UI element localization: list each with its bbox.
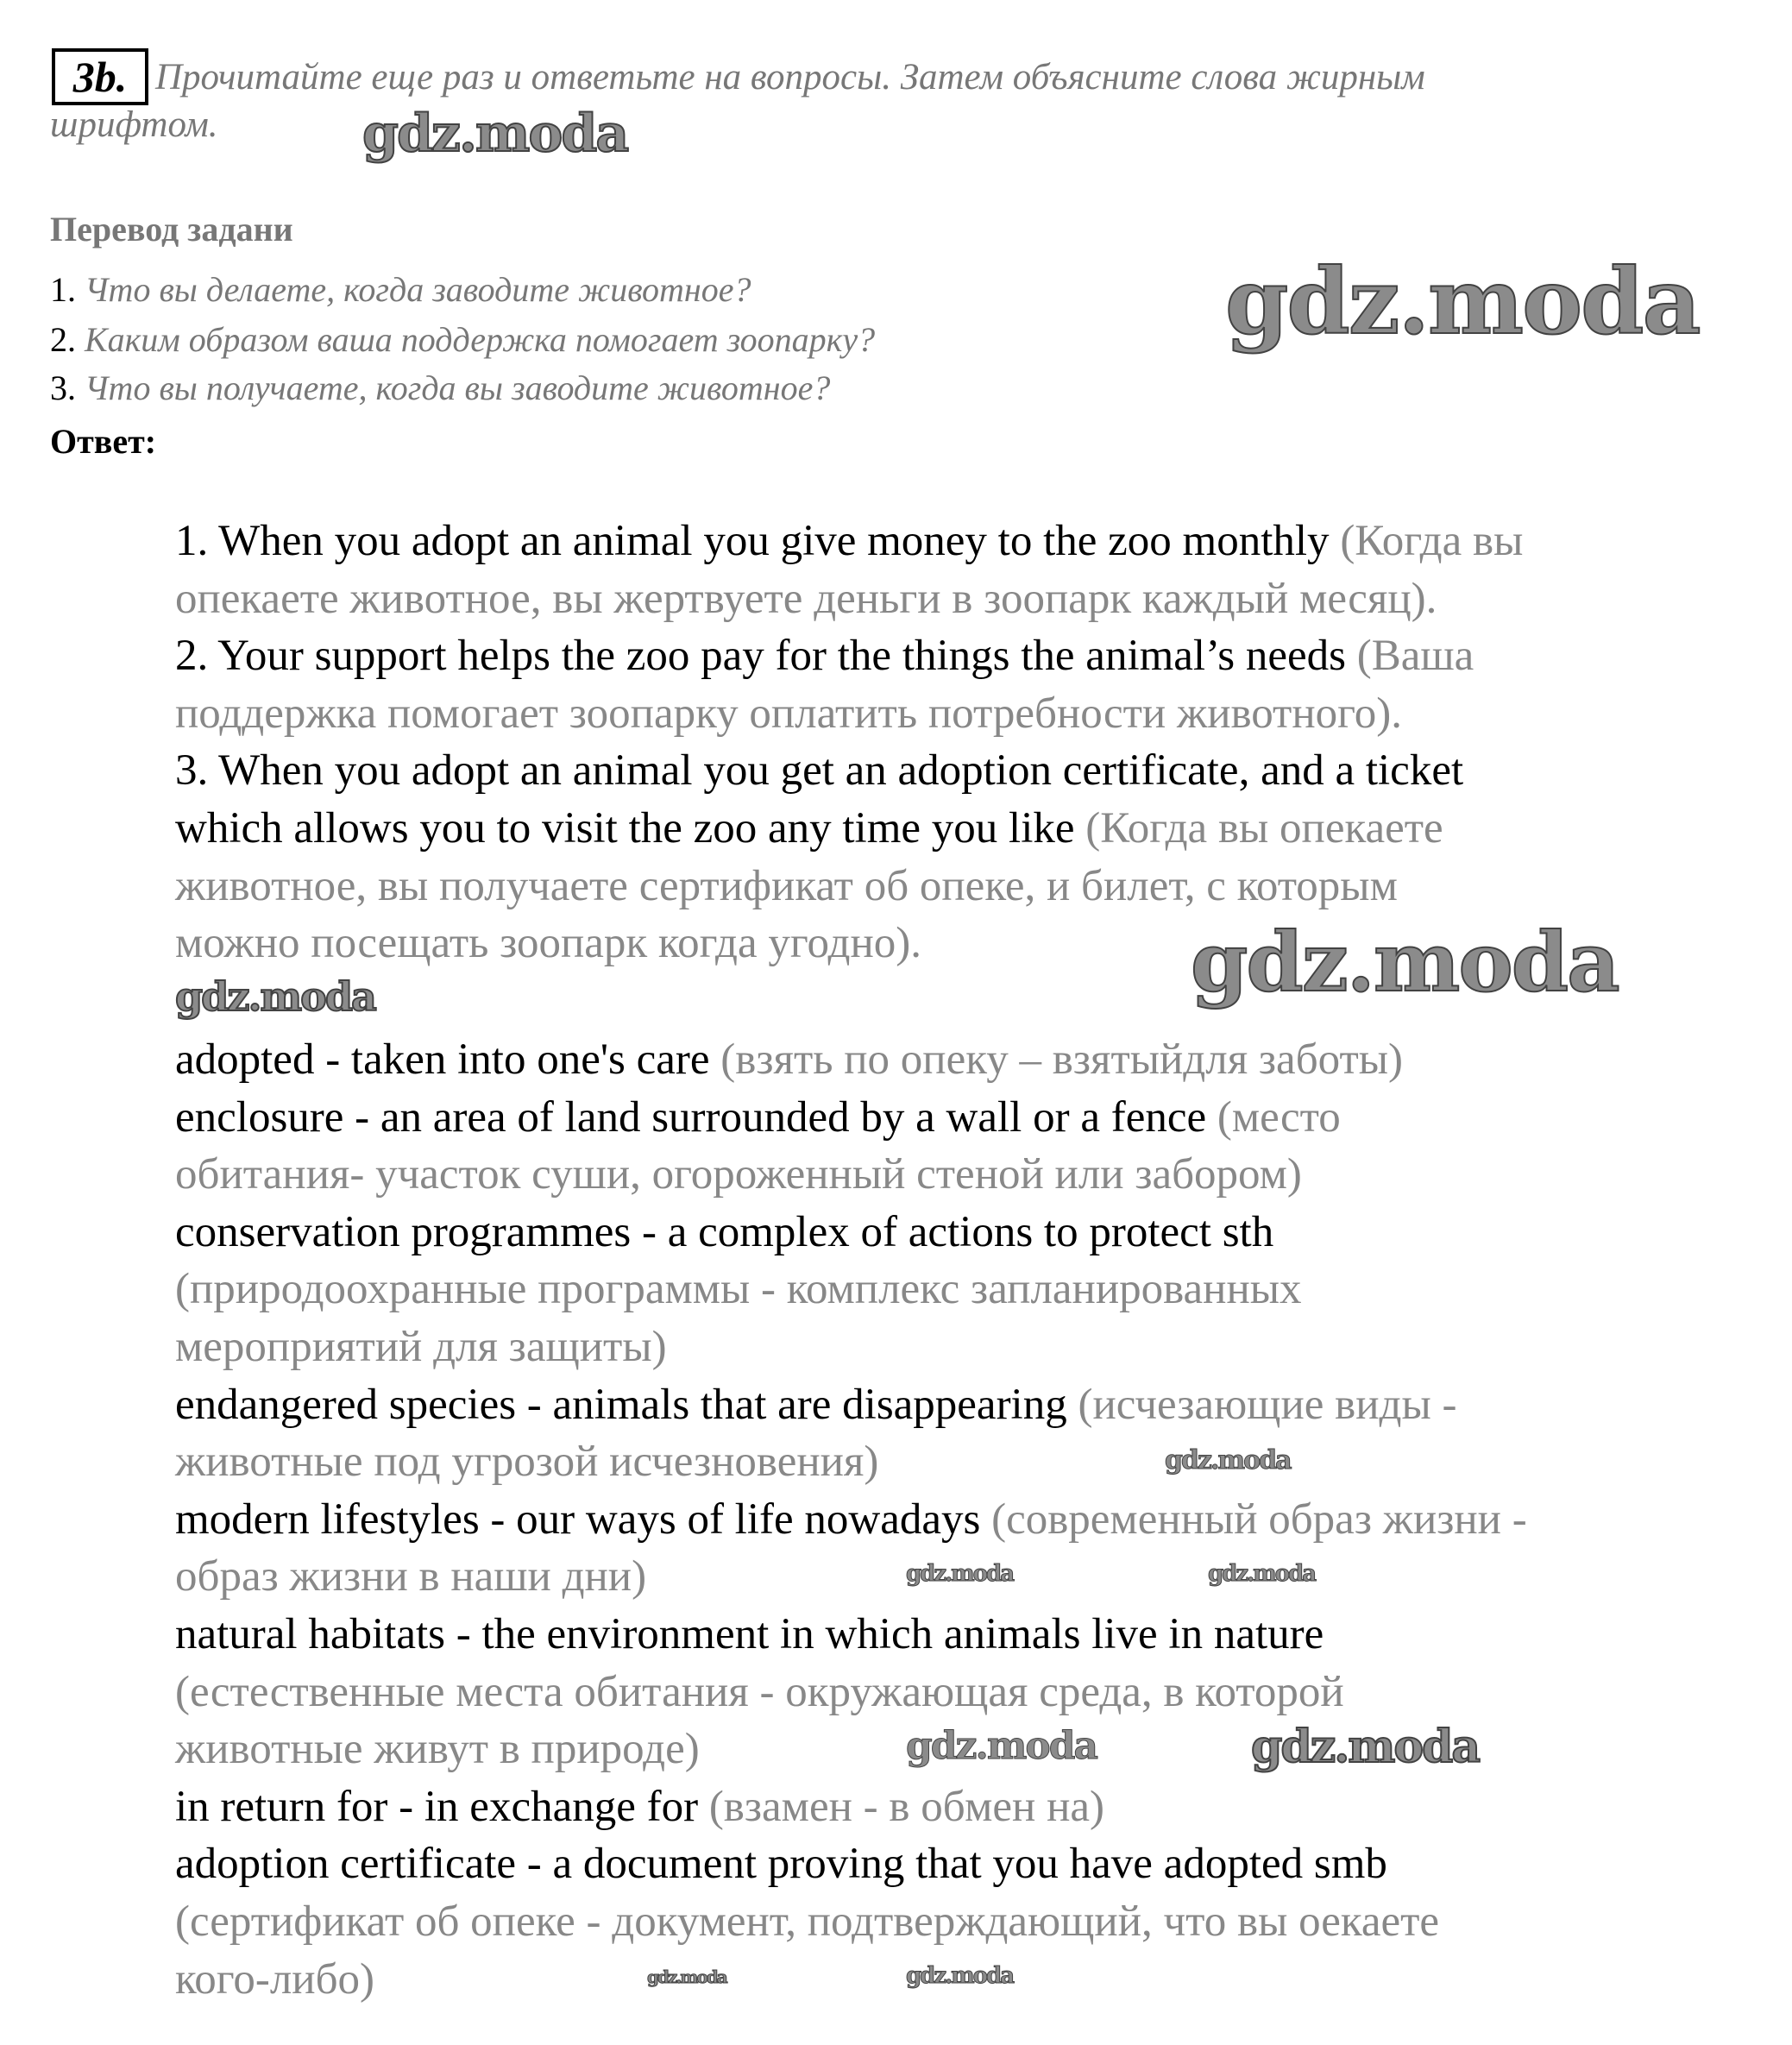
watermark-logo: gdz.moda [1191, 915, 1619, 1010]
instruction-text-cont: шрифтом. [50, 104, 218, 145]
watermark-logo: gdz.moda [1251, 1721, 1480, 1773]
russian-translation: мероприятий для защиты) [175, 1322, 667, 1371]
russian-translation: (естественные места обитания - окружающая среда, в которой [175, 1667, 1344, 1716]
instruction-text: Прочитайте еще раз и ответьте на вопросы. Затем объясните слова жирным [155, 57, 1425, 98]
russian-translation: опекаете животное, вы жертвуете деньги в зоопарк каждый месяц). [175, 574, 1437, 623]
definition-line [175, 1491, 1780, 1549]
russian-translation: животные живут в природе) [175, 1725, 700, 1774]
russian-translation: (сертификат об опеке - документ, подтверждающий, что вы оекаете [175, 1897, 1440, 1946]
russian-translation: (Ваша [1345, 632, 1474, 681]
english-text: modern lifestyles - our ways of life nowadays [175, 1494, 981, 1544]
question-number: 1. [50, 270, 76, 309]
russian-translation: (взять по опеку – взятыйдля заботы) [709, 1035, 1404, 1084]
exercise-number: 3b. [52, 48, 148, 105]
definition-line [175, 1261, 1780, 1318]
definition-line [175, 1433, 1780, 1491]
question-number: 2. [50, 320, 76, 359]
definition-line [175, 1146, 1780, 1204]
russian-translation: (Когда вы опекаете [1074, 803, 1443, 853]
russian-translation: можно посещать зоопарк когда угодно). [175, 919, 921, 968]
question-number: 3. [50, 368, 76, 407]
watermark-logo: gdz.moda [1165, 1445, 1291, 1476]
definition-line [175, 1835, 1780, 1893]
definition-line [175, 1893, 1780, 1951]
watermark-logo: gdz.moda [1225, 248, 1700, 355]
definition-line [175, 1204, 1780, 1262]
russian-translation: животные под угрозой исчезновения) [175, 1438, 879, 1487]
english-text: adopted - taken into one's care [175, 1035, 710, 1084]
answers-block [175, 513, 1780, 972]
definition-line [175, 1376, 1780, 1434]
watermark-logo: gdz.moda [1208, 1561, 1316, 1587]
english-text: adoption certificate - a document proving that you have adopted smb [175, 1840, 1387, 1889]
definitions-block [175, 1031, 1780, 2008]
answer-line [175, 858, 1780, 916]
question-3 [50, 368, 830, 408]
english-text: conservation programmes - a complex of actions to protect sth [175, 1207, 1274, 1256]
answer-line [175, 570, 1780, 628]
answer-line [175, 800, 1780, 858]
definition-line [175, 1664, 1780, 1721]
russian-translation: кого-либо) [175, 1954, 374, 2004]
question-text: Каким образом ваша поддержка помогает зоопарку? [85, 320, 876, 359]
definition-line [175, 1606, 1780, 1664]
answer-label: Ответ: [50, 422, 157, 461]
english-text: endangered species - animals that are disappearing [175, 1380, 1067, 1429]
russian-translation: (Когда вы [1329, 517, 1524, 565]
english-text: natural habitats - the environment in which animals live in nature [175, 1609, 1324, 1658]
russian-translation: (взамен - в обмен на) [698, 1782, 1105, 1831]
russian-translation: животное, вы получаете сертификат об опеке, и билет, с которым [175, 861, 1398, 910]
russian-translation: образ жизни в наши дни) [175, 1552, 647, 1601]
answer-line [175, 513, 1780, 570]
question-text: Что вы делаете, когда заводите животное? [85, 270, 751, 309]
answer-line [175, 627, 1780, 685]
english-text: enclosure - an area of land surrounded by a wall or a fence [175, 1092, 1207, 1142]
russian-translation: (современный образ жизни - [980, 1494, 1527, 1544]
question-text: Что вы получаете, когда вы заводите животное? [85, 368, 831, 407]
russian-translation: поддержка помогает зоопарку оплатить потребности животного). [175, 689, 1403, 738]
english-text: in return for - in exchange for [175, 1782, 699, 1831]
russian-translation: (природоохранные программы - комплекс запланированных [175, 1265, 1302, 1314]
definition-line [175, 1318, 1780, 1376]
answer-line [175, 685, 1780, 743]
answer-line [175, 742, 1780, 800]
definition-line [175, 1778, 1780, 1836]
watermark-logo: gdz.moda [906, 1724, 1097, 1768]
question-1 [50, 269, 751, 310]
watermark-logo: gdz.moda [906, 1561, 1014, 1587]
russian-translation: (исчезающие виды - [1066, 1380, 1457, 1429]
watermark-logo: gdz.moda [362, 104, 628, 164]
russian-translation: (место [1206, 1092, 1341, 1142]
russian-translation: обитания- участок суши, огороженный стеной или забором) [175, 1150, 1302, 1199]
question-2 [50, 319, 875, 360]
translation-heading: Перевод задани [50, 210, 293, 249]
definition-line [175, 1031, 1780, 1089]
english-text: 1. When you adopt an animal you give money to the zoo monthly [175, 517, 1330, 565]
english-text: 3. When you adopt an animal you get an adoption certificate, and a ticket [175, 746, 1464, 796]
watermark-logo: gdz.moda [647, 1966, 726, 1987]
english-text: which allows you to visit the zoo any time you like [175, 803, 1075, 853]
definition-line [175, 1089, 1780, 1147]
watermark-logo: gdz.moda [175, 973, 375, 1020]
english-text: 2. Your support helps the zoo pay for the things the animal’s needs [175, 632, 1346, 681]
watermark-logo: gdz.moda [906, 1963, 1014, 1989]
